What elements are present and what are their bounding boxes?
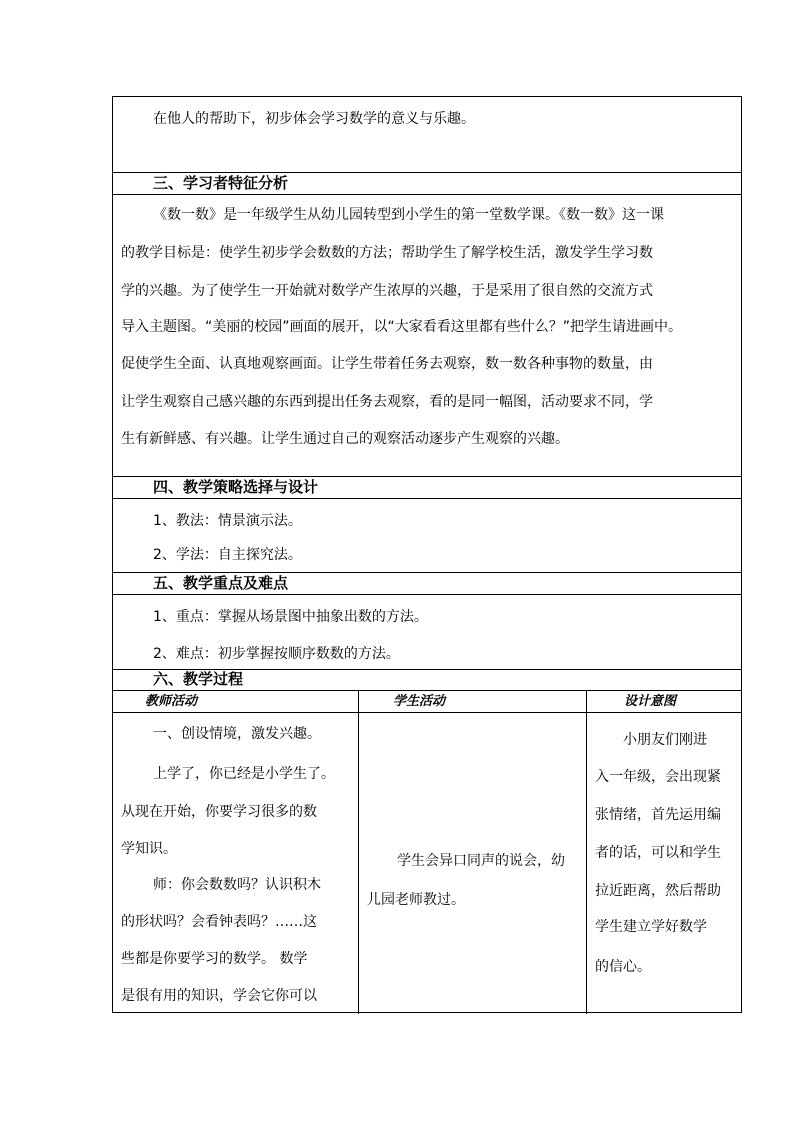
- list-item: 1、教法：情景演示法。: [153, 513, 302, 529]
- design-intent-line: 张情绪，首先运用编: [595, 807, 721, 823]
- row-divider: [113, 690, 741, 691]
- student-activity-line: 学生会异口同声的说会，幼: [397, 853, 565, 869]
- teacher-activity-line: 上学了，你已经是小学生了。: [153, 766, 335, 782]
- paragraph-line: 学的兴趣。为了使学生一开始就对数学产生浓厚的兴趣，于是采用了很自然的交流方式: [121, 283, 653, 299]
- teacher-activity-line: 学知识。: [121, 841, 177, 857]
- section-title-process: 六、教学过程: [153, 670, 244, 688]
- paragraph-line: 的教学目标是：使学生初步学会数数的方法；帮助学生了解学校生活，激发学生学习数: [121, 245, 653, 261]
- row-divider: [113, 498, 741, 499]
- row-divider: [113, 194, 741, 195]
- design-intent-line: 者的话，可以和学生: [595, 845, 721, 861]
- column-header-intent: 设计意图: [624, 694, 677, 709]
- section-title-learner-analysis: 三、学习者特征分析: [153, 174, 289, 192]
- design-intent-line: 拉近距离，然后帮助: [595, 883, 721, 899]
- teacher-activity-line: 是很有用的知识，学会它你可以: [121, 988, 317, 1004]
- teacher-activity-line: 一、创设情境，激发兴趣。: [153, 726, 321, 742]
- section-title-strategy: 四、教学策略选择与设计: [153, 478, 319, 496]
- teacher-activity-line: 师：你会数数吗？认识积木: [153, 877, 321, 893]
- section-title-key-points: 五、教学重点及难点: [153, 574, 289, 592]
- row-divider: [113, 712, 741, 713]
- paragraph-line: 让学生观察自己感兴趣的东西到提出任务去观察，看的是同一幅图，活动要求不同，学: [121, 394, 653, 410]
- teacher-activity-line: 从现在开始，你要学习很多的数: [121, 804, 317, 820]
- teacher-activity-line: 的形状吗？会看钟表吗？……这: [121, 914, 317, 930]
- paragraph-line: 《数一数》是一年级学生从幼儿园转型到小学生的第一堂数学课。《数一数》这一课: [153, 207, 664, 223]
- lesson-plan-table: [112, 96, 742, 1013]
- column-divider: [586, 690, 587, 1014]
- paragraph-line: 促使学生全面、认真地观察画面。让学生带着任务去观察，数一数各种事物的数量，由: [121, 356, 653, 372]
- design-intent-line: 小朋友们刚进: [623, 732, 707, 748]
- list-item: 2、难点：初步掌握按顺序数数的方法。: [153, 646, 400, 662]
- design-intent-line: 的信心。: [595, 959, 651, 975]
- intro-text: 在他人的帮助下，初步体会学习数学的意义与乐趣。: [153, 111, 475, 127]
- column-header-student: 学生活动: [393, 694, 446, 709]
- list-item: 2、学法：自主探究法。: [153, 547, 302, 563]
- paragraph-line: 生有新鲜感、有兴趣。让学生通过自己的观察活动逐步产生观察的兴趣。: [121, 431, 569, 447]
- column-divider: [358, 690, 359, 1014]
- column-header-teacher: 教师活动: [145, 694, 198, 709]
- design-intent-line: 入一年级，会出现紧: [595, 769, 721, 785]
- teacher-activity-line: 些都是你要学习的数学。 数学: [121, 951, 308, 967]
- paragraph-line: 导入主题图。“美丽的校园”画面的展开，以“大家看看这里都有些什么？”把学生请进画中。: [121, 319, 683, 335]
- student-activity-line: 儿园老师教过。: [367, 892, 465, 908]
- row-divider: [113, 594, 741, 595]
- list-item: 1、重点：掌握从场景图中抽象出数的方法。: [153, 609, 428, 625]
- design-intent-line: 学生建立学好数学: [595, 919, 707, 935]
